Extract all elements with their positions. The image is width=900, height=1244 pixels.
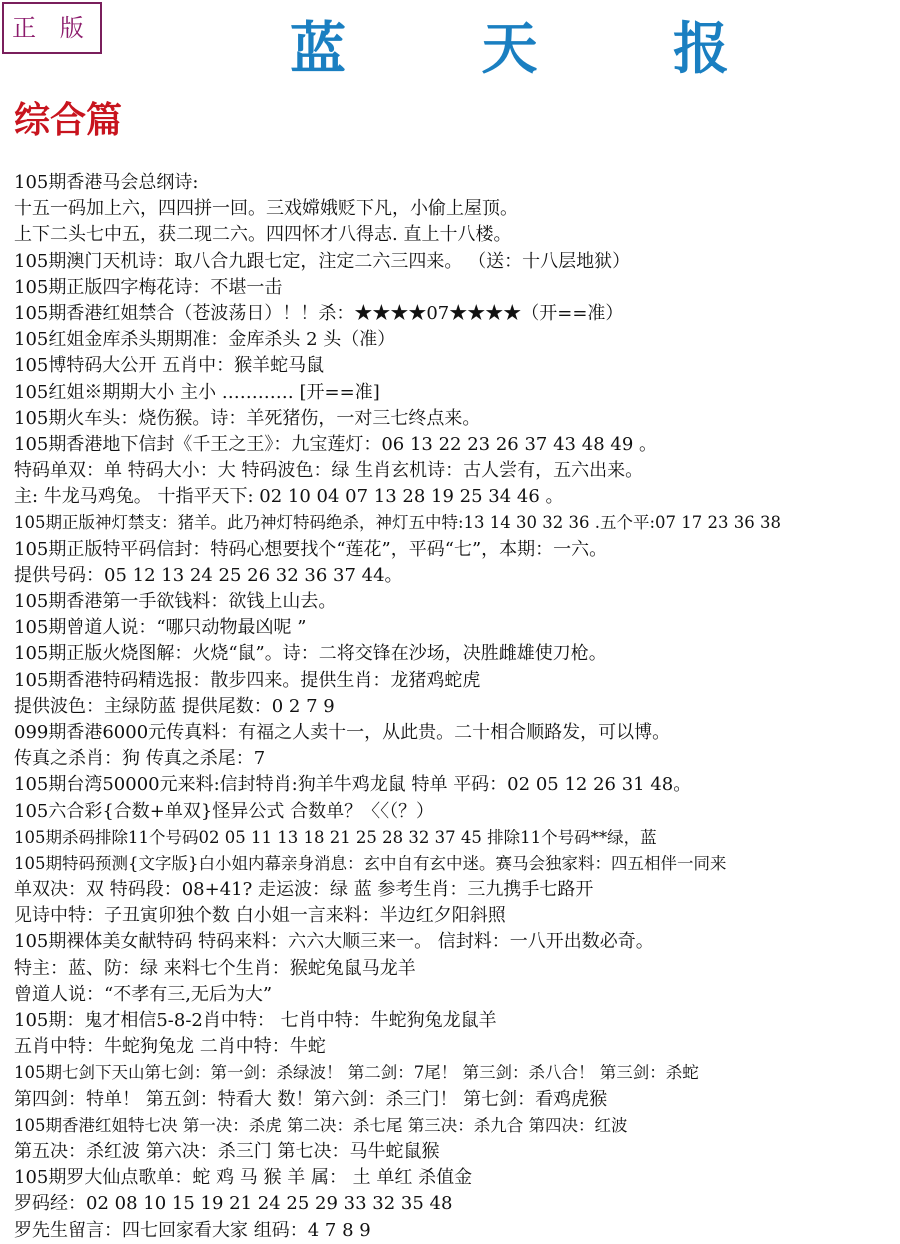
text-line: 105期香港红姐特七决 第一决：杀虎 第二决：杀七尾 第三决：杀九合 第四决：红波 [14, 1115, 628, 1135]
text-line: 105期：鬼才相信5-8-2肖中特： 七肖中特：牛蛇狗兔龙鼠羊 [14, 1010, 497, 1031]
text-line: 提供号码：05 12 13 24 25 26 32 36 37 44。 [14, 564, 403, 586]
text-line: 十五一码加上六，四四拼一回。三戏嫦娥贬下凡，小偷上屋顶。 [14, 198, 518, 220]
text-line: 特主：蓝、防：绿 来料七个生肖：猴蛇兔鼠马龙羊 [14, 957, 416, 979]
text-line: 105红姐金库杀头期期准：金库杀头 2 头（准） [14, 329, 396, 351]
text-line: 五肖中特：牛蛇狗兔龙 二肖中特：牛蛇 [14, 1036, 326, 1058]
text-line: 单双决：双 特码段：08+41? 走运波：绿 蓝 参考生肖：三九携手七路开 [14, 879, 594, 901]
text-line: 105期澳门天机诗：取八合九跟七定，注定二六三四来。 （送：十八层地狱） [14, 250, 631, 272]
text-line: 105期香港特码精选报：散步四来。提供生肖：龙猪鸡蛇虎 [14, 669, 481, 691]
text-line: 105期正版特平码信封：特码心想要找个“莲花”，平码“七”，本期：一六。 [14, 538, 608, 560]
text-line: 第四剑：特单！ 第五剑：特看大 数！第六剑：杀三门！ 第七剑：看鸡虎猴 [14, 1088, 608, 1110]
text-line: 105期香港第一手欲钱料：欲钱上山去。 [14, 591, 337, 612]
section-title: 综合篇 [14, 99, 123, 141]
text-line: 105期台湾50000元来料:信封特肖:狗羊牛鸡龙鼠 特单 平码：02 05 12 26 31 48。 [14, 774, 692, 796]
text-line: 特码单双：单 特码大小：大 特码波色：绿 生肖玄机诗：古人尝有，五六出来。 [14, 460, 644, 482]
text-line: 罗码经：02 08 10 15 19 21 24 25 29 33 32 35 48 [14, 1193, 453, 1215]
text-line: 传真之杀肖：狗 传真之杀尾：7 [14, 748, 266, 770]
text-line: 105博特码大公开 五肖中：猴羊蛇马鼠 [14, 355, 325, 377]
content-lines [14, 170, 898, 1244]
text-line: 099期香港6000元传真料：有福之人卖十一，从此贵。二十相合顺路发，可以博。 [14, 721, 671, 743]
text-line: 105期正版火烧图解：火烧“鼠”。诗：二将交锋在沙场，决胜雌雄使刀枪。 [14, 643, 607, 665]
text-line: 105期曾道人说：“哪只动物最凶呢 ” [14, 617, 307, 639]
text-line: 105期正版神灯禁支：猪羊。此乃神灯特码绝杀，神灯五中特:13 14 30 32 36 .五个平:07 17 23 36 38 [14, 513, 782, 533]
text-line: 105期杀码排除11个号码02 05 11 13 18 21 25 28 32 37 45 排除11个号码**绿，蓝 [14, 827, 657, 847]
text-line: 105期裸体美女献特码 特码来料：六六大顺三来一。 信封料：一八开出数必奇。 [14, 931, 654, 953]
text-line: 曾道人说：“不孝有三,无后为大” [14, 983, 273, 1005]
text-line: 105期罗大仙点歌单：蛇 鸡 马 猴 羊 属： 土 单红 杀值金 [14, 1167, 473, 1189]
text-line: 105六合彩{合数+单双}怪异公式 合数单？〈〈（？） [14, 800, 435, 822]
text-line: 主: 牛龙马鸡兔。 十指平天下: 02 10 04 07 13 28 19 25 34 46 。 [14, 486, 564, 508]
text-line: 105期正版四字梅花诗：不堪一击 [14, 276, 283, 298]
edition-badge: 正 版 [2, 2, 102, 54]
newspaper-title: 蓝 天 报 [290, 16, 787, 82]
text-line: 105红姐※期期大小 主小 ………… [开==准] [14, 381, 380, 403]
text-line: 105期火车头：烧伤猴。诗：羊死猪伤，一对三七终点来。 [14, 407, 481, 429]
text-line: 罗先生留言：四七回家看大家 组码：4 7 8 9 [14, 1219, 371, 1241]
text-line: 见诗中特：子丑寅卯独个数 白小姐一言来料：半边红夕阳斜照 [14, 905, 506, 927]
text-line: 105期香港红姐禁合（苍波荡日）！！杀：★★★★07★★★★（开==准） [14, 302, 624, 324]
text-line: 105期七剑下天山第七剑：第一剑：杀绿波！ 第二剑：7尾！ 第三剑：杀八合！ 第三剑：杀蛇 [14, 1063, 699, 1083]
text-line: 第五决：杀红波 第六决：杀三门 第七决：马牛蛇鼠猴 [14, 1140, 440, 1162]
text-line: 105期特码预测{文字版}白小姐内幕亲身消息：玄中自有玄中迷。赛马会独家料：四五相伴一同来 [14, 853, 727, 873]
text-line: 105期香港马会总纲诗: [14, 172, 199, 193]
text-line: 上下二头七中五，获二现二六。四四怀才八得志. 直上十八楼。 [14, 224, 512, 246]
text-line: 提供波色：主绿防蓝 提供尾数：0 2 7 9 [14, 695, 335, 717]
text-line: 105期香港地下信封《千王之王》：九宝莲灯：06 13 22 23 26 37 43 48 49 。 [14, 433, 657, 455]
